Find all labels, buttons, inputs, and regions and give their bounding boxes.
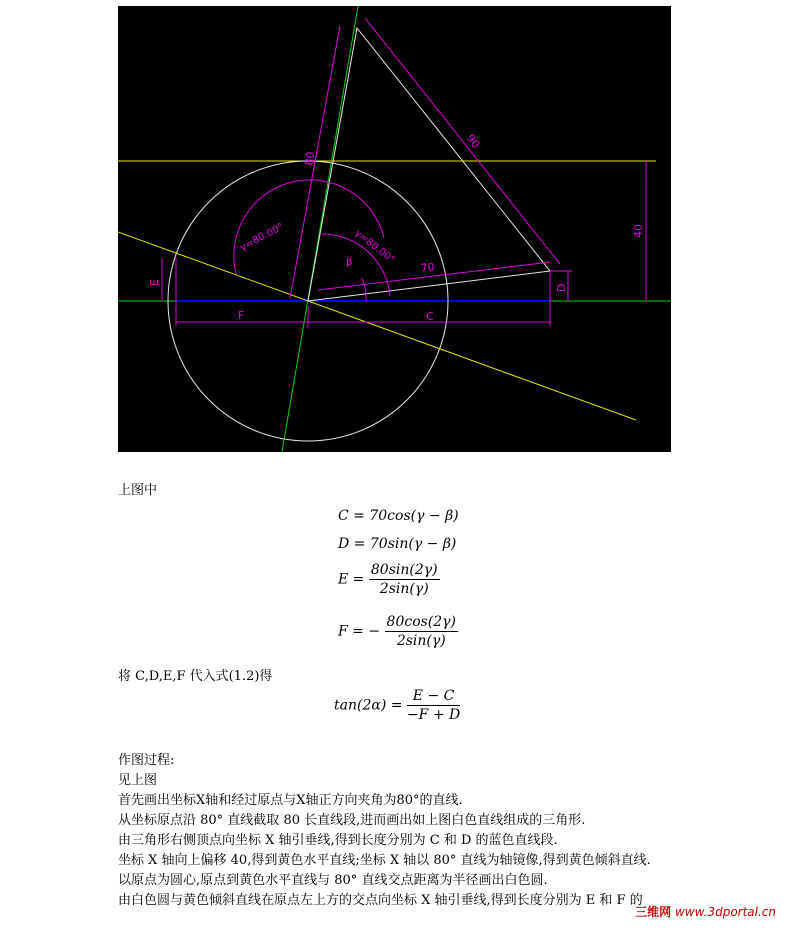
label-40: 40 — [632, 224, 645, 238]
intro-text: 上图中 — [118, 483, 158, 498]
dim-90-line — [365, 18, 560, 264]
watermark-url: www.3dportal.cn — [674, 905, 776, 919]
procedure-title: 作图过程: — [118, 753, 175, 768]
equation-c: C = 70cos(γ − β) — [338, 508, 459, 524]
equation-e: E = $\frac{80\sin(2\gamma)}{2\sin(\gamma)}$ — [338, 562, 438, 597]
cad-drawing — [118, 6, 671, 452]
label-C: C — [426, 310, 434, 323]
cad-svg — [118, 6, 671, 452]
equation-f: F = − $\frac{80\cos(2\gamma)}{2\sin(\gamma)}$ — [338, 614, 457, 649]
watermark-brand: 三维网 — [635, 905, 672, 919]
step-3: 由三角形右侧顶点向坐标 X 轴引垂线,得到长度分别为 C 和 D 的蓝色直线段. — [118, 833, 558, 848]
label-F: F — [238, 309, 245, 322]
equation-tan: tan(2α) = $\frac{E - C}{-F + D}$ — [334, 688, 461, 723]
label-E: E — [148, 279, 161, 286]
label-80: 80 — [302, 150, 318, 167]
step-6: 由白色圆与黄色倾斜直线在原点左上方的交点向坐标 X 轴引垂线,得到长度分别为 E 和 F 的 — [118, 893, 643, 908]
yellow-slant-line — [118, 232, 636, 420]
step-2: 从坐标原点沿 80° 直线截取 80 长直线段,进而画出如上图白色直线组成的三角形. — [118, 813, 586, 828]
step-1: 首先画出坐标X轴和经过原点与X轴正方向夹角为80°的直线. — [118, 793, 463, 808]
label-gamma-right: γ=80.00° — [352, 227, 397, 266]
see-figure: 见上图 — [118, 773, 158, 788]
label-D: D — [555, 283, 568, 292]
site-watermark — [635, 903, 776, 920]
label-beta: β — [346, 257, 353, 268]
label-70: 70 — [419, 260, 436, 275]
label-90: 90 — [463, 131, 483, 151]
substitute-text: 将 C,D,E,F 代入式(1.2)得 — [118, 669, 273, 684]
equation-d: D = 70sin(γ − β) — [338, 536, 457, 552]
beta-arc — [362, 278, 366, 301]
step-4: 坐标 X 轴向上偏移 40,得到黄色水平直线;坐标 X 轴以 80° 直线为轴镜像,得到黄色倾斜直线. — [118, 853, 651, 868]
line-80deg-green — [282, 6, 358, 452]
step-5: 以原点为圆心,原点到黄色水平直线与 80° 直线交点距离为半径画出白色圆. — [118, 873, 548, 888]
label-gamma-left: γ=80.00° — [238, 221, 286, 254]
